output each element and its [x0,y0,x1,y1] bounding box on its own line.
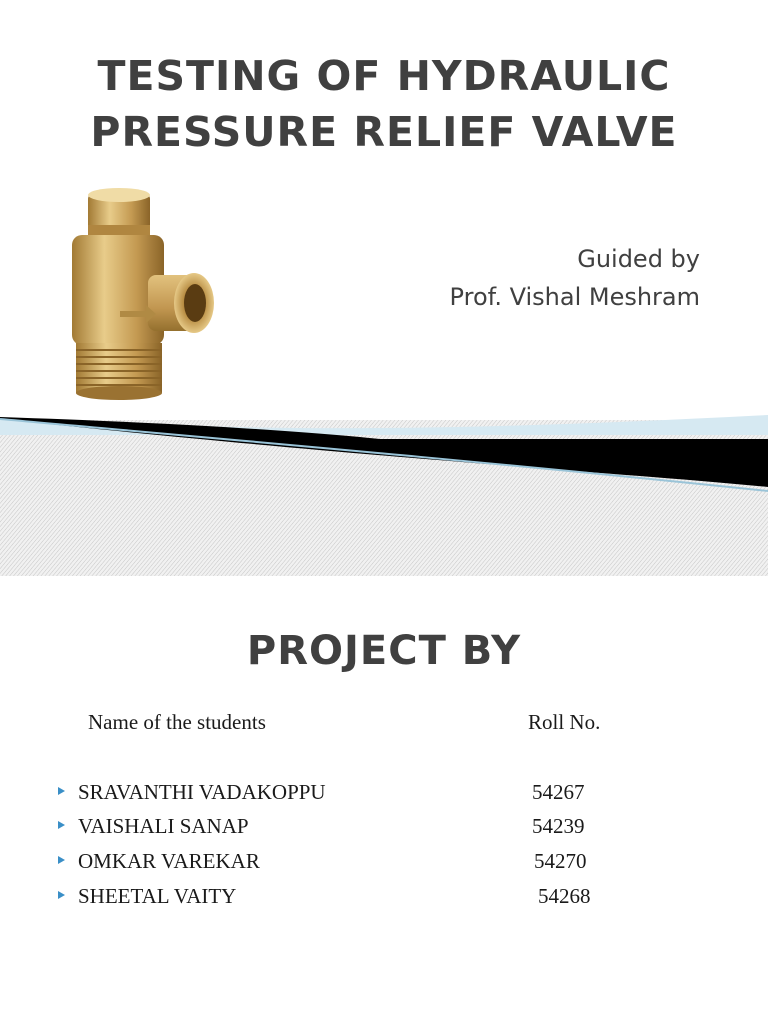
relief-valve-image [58,185,230,405]
student-row [0,847,768,877]
student-name: SRAVANTHI VADAKOPPU [78,780,326,804]
decorative-wave-band [0,405,768,576]
student-name: OMKAR VAREKAR [78,849,260,873]
project-slide [0,576,768,1024]
roll-column-header: Roll No. [528,710,601,734]
student-roll: 54267 [532,780,585,804]
project-title: PROJECT BY [246,628,522,674]
student-row [0,882,768,912]
student-name: SHEETAL VAITY [78,884,237,908]
slide-title [0,48,768,160]
title-line-1: TESTING OF HYDRAULIC [97,52,671,100]
guide-name: Prof. Vishal Meshram [449,283,700,311]
student-name: VAISHALI SANAP [78,814,249,838]
guide-block [450,240,700,316]
name-column-header: Name of the students [88,710,266,734]
student-roll: 54239 [532,814,585,838]
student-roll: 54268 [538,884,591,908]
student-row [0,778,768,808]
student-roll: 54270 [534,849,587,873]
guided-by-label: Guided by [577,245,700,273]
student-row [0,812,768,842]
bullet-icon [58,891,65,899]
bullet-icon [58,856,65,864]
bullet-icon [58,821,65,829]
title-line-2: PRESSURE RELIEF VALVE [90,108,678,156]
bullet-icon [58,787,65,795]
